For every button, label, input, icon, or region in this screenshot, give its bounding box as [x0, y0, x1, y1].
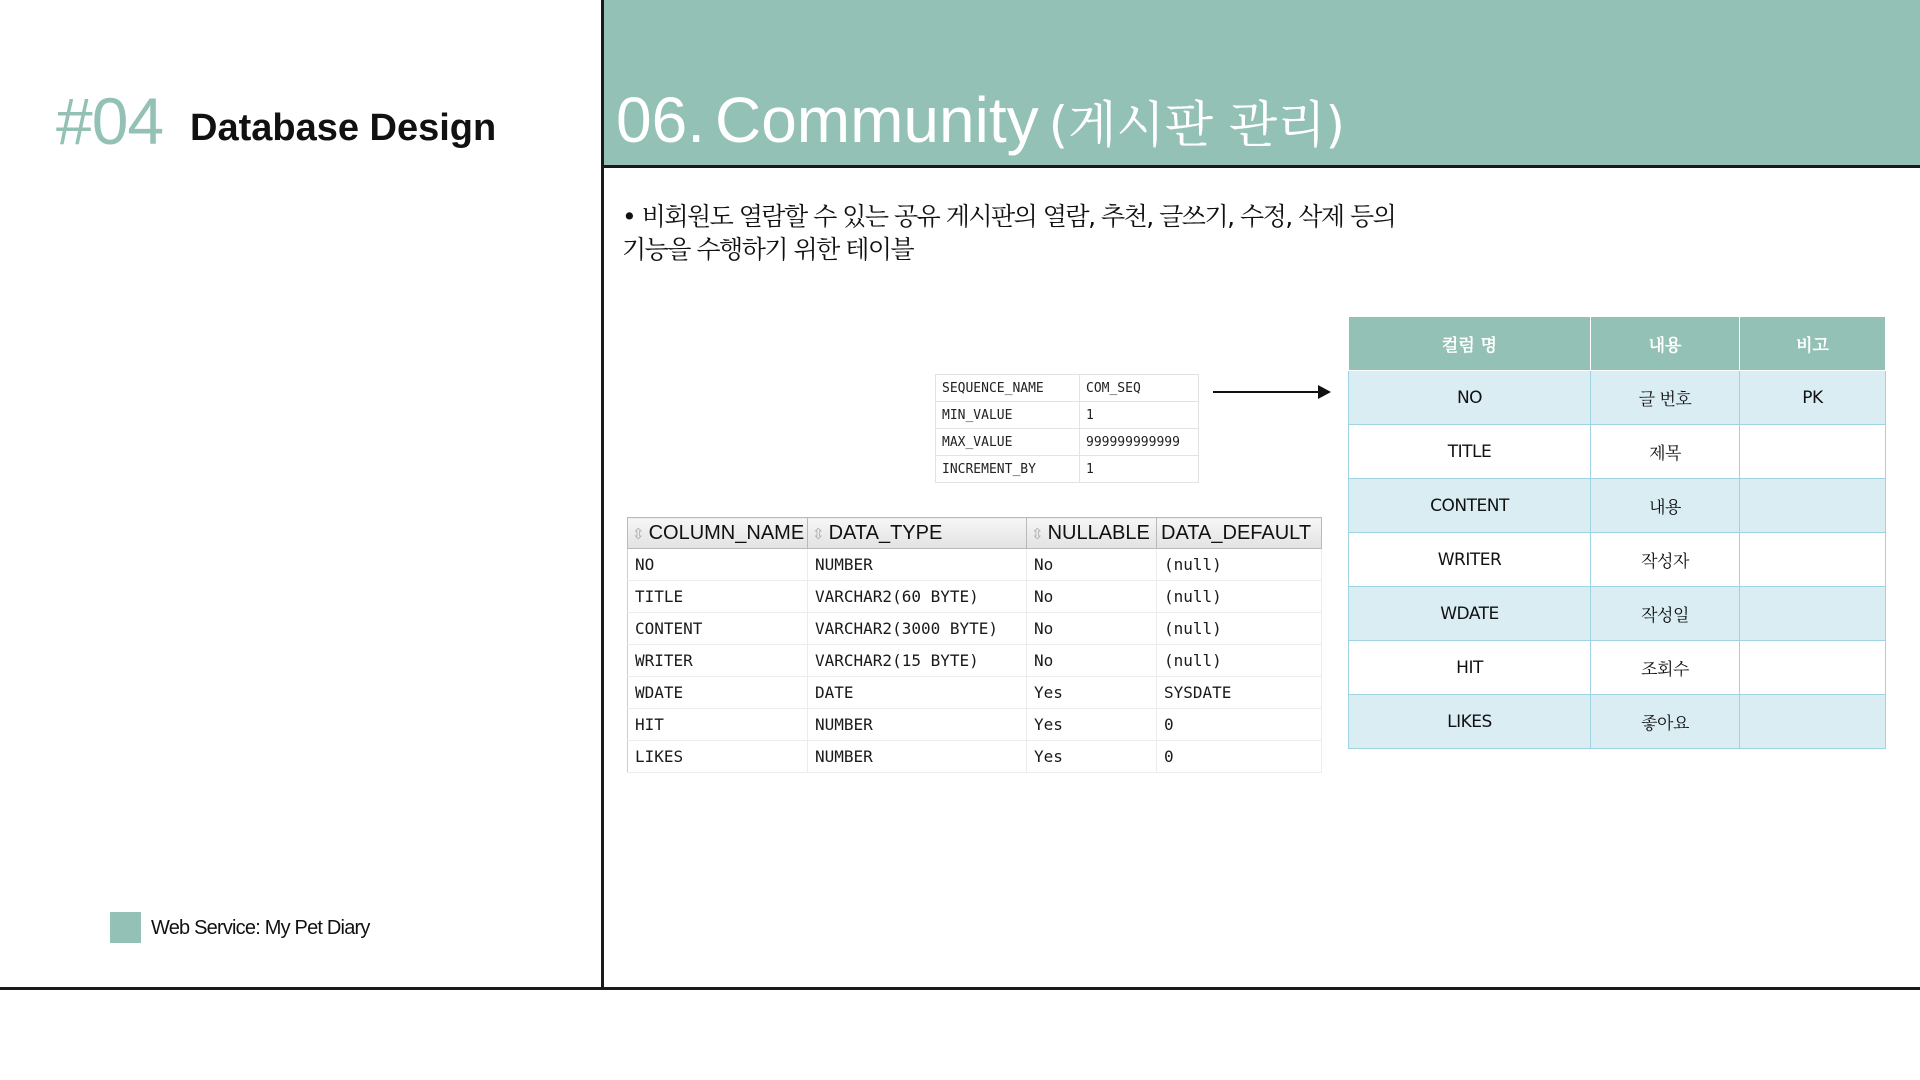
section-number: #04: [56, 84, 164, 158]
column-header[interactable]: [1157, 518, 1322, 549]
summary-cell: 글 번호: [1591, 371, 1740, 425]
summary-cell: 제목: [1591, 425, 1740, 479]
sequence-value: 999999999999: [1080, 429, 1199, 456]
table-cell: 0: [1157, 709, 1322, 741]
table-cell: (null): [1157, 581, 1322, 613]
sort-arrows-icon[interactable]: ⇳: [632, 525, 645, 543]
description-line1: • 비회원도 열람할 수 있는 공유 게시판의 열람, 추천, 글쓰기, 수정, 삭제 등의: [622, 202, 1396, 231]
table-cell: CONTENT: [628, 613, 808, 645]
table-cell: Yes: [1027, 677, 1157, 709]
summary-cell: LIKES: [1349, 695, 1591, 749]
table-cell: DATE: [808, 677, 1027, 709]
summary-cell: [1740, 695, 1886, 749]
table-cell: VARCHAR2(15 BYTE): [808, 645, 1027, 677]
sequence-key: MAX_VALUE: [936, 429, 1080, 456]
header-band: [604, 0, 1920, 168]
summary-table: [1348, 316, 1886, 749]
summary-header: 내용: [1591, 317, 1740, 371]
column-header[interactable]: [808, 518, 1027, 549]
table-row[interactable]: [628, 741, 1322, 773]
summary-header: 컬럼 명: [1349, 317, 1591, 371]
column-header-label: NULLABLE: [1047, 521, 1150, 544]
sequence-key: SEQUENCE_NAME: [936, 375, 1080, 402]
summary-row: [1349, 479, 1886, 533]
summary-row: [1349, 695, 1886, 749]
sequence-key: MIN_VALUE: [936, 402, 1080, 429]
column-header-label: COLUMN_NAME: [648, 521, 805, 544]
sequence-row: [936, 429, 1199, 456]
summary-cell: HIT: [1349, 641, 1591, 695]
table-cell: No: [1027, 549, 1157, 581]
left-panel: [0, 0, 603, 989]
summary-cell: [1740, 587, 1886, 641]
summary-cell: [1740, 641, 1886, 695]
summary-row: [1349, 533, 1886, 587]
table-row[interactable]: [628, 709, 1322, 741]
table-row[interactable]: [628, 549, 1322, 581]
sequence-row: [936, 375, 1199, 402]
right-arrow-head-icon: [1318, 385, 1331, 399]
table-cell: NUMBER: [808, 741, 1027, 773]
table-row[interactable]: [628, 677, 1322, 709]
sequence-row: [936, 456, 1199, 483]
section-title: Database Design: [190, 107, 497, 149]
column-header[interactable]: [628, 518, 808, 549]
summary-cell: 내용: [1591, 479, 1740, 533]
table-row[interactable]: [628, 613, 1322, 645]
table-cell: HIT: [628, 709, 808, 741]
table-cell: NO: [628, 549, 808, 581]
page-title-number: 06.: [616, 84, 705, 156]
footer-square-icon: [110, 912, 141, 943]
table-cell: (null): [1157, 613, 1322, 645]
sequence-key: INCREMENT_BY: [936, 456, 1080, 483]
table-row[interactable]: [628, 645, 1322, 677]
summary-row: [1349, 425, 1886, 479]
summary-cell: 좋아요: [1591, 695, 1740, 749]
right-arrow-icon: [1213, 391, 1325, 393]
table-row[interactable]: [628, 581, 1322, 613]
table-cell: No: [1027, 581, 1157, 613]
summary-cell: WRITER: [1349, 533, 1591, 587]
page-title-name: Community: [714, 84, 1039, 156]
summary-row: [1349, 641, 1886, 695]
summary-cell: [1740, 533, 1886, 587]
summary-row: [1349, 371, 1886, 425]
sequence-value: COM_SEQ: [1080, 375, 1199, 402]
table-cell: Yes: [1027, 709, 1157, 741]
table-cell: No: [1027, 645, 1157, 677]
sequence-value: 1: [1080, 402, 1199, 429]
page-title: [616, 84, 1346, 156]
sort-arrows-icon[interactable]: ⇳: [1031, 525, 1044, 543]
description: [622, 200, 1395, 266]
table-cell: (null): [1157, 645, 1322, 677]
sequence-table: [935, 374, 1199, 483]
table-cell: VARCHAR2(60 BYTE): [808, 581, 1027, 613]
sort-arrows-icon[interactable]: ⇳: [812, 525, 825, 543]
summary-cell: NO: [1349, 371, 1591, 425]
table-cell: TITLE: [628, 581, 808, 613]
summary-row: [1349, 587, 1886, 641]
table-cell: (null): [1157, 549, 1322, 581]
table-cell: 0: [1157, 741, 1322, 773]
table-cell: Yes: [1027, 741, 1157, 773]
column-header-label: DATA_DEFAULT: [1161, 521, 1312, 544]
column-header-label: DATA_TYPE: [828, 521, 943, 544]
table-cell: WRITER: [628, 645, 808, 677]
summary-cell: WDATE: [1349, 587, 1591, 641]
summary-cell: CONTENT: [1349, 479, 1591, 533]
footer-text: Web Service: My Pet Diary: [151, 917, 370, 939]
summary-cell: [1740, 479, 1886, 533]
table-cell: WDATE: [628, 677, 808, 709]
description-line2: 기능을 수행하기 위한 테이블: [622, 235, 914, 264]
page-title-subtitle: (게시판 관리): [1048, 96, 1346, 154]
sequence-row: [936, 402, 1199, 429]
sequence-value: 1: [1080, 456, 1199, 483]
summary-header: 비고: [1740, 317, 1886, 371]
table-cell: No: [1027, 613, 1157, 645]
summary-cell: PK: [1740, 371, 1886, 425]
column-header[interactable]: [1027, 518, 1157, 549]
summary-cell: 작성자: [1591, 533, 1740, 587]
column-info-table: [627, 517, 1322, 773]
summary-cell: [1740, 425, 1886, 479]
summary-cell: 작성일: [1591, 587, 1740, 641]
summary-cell: 조회수: [1591, 641, 1740, 695]
table-cell: SYSDATE: [1157, 677, 1322, 709]
summary-cell: TITLE: [1349, 425, 1591, 479]
table-cell: NUMBER: [808, 549, 1027, 581]
bottom-divider: [0, 987, 1920, 990]
table-cell: VARCHAR2(3000 BYTE): [808, 613, 1027, 645]
table-cell: NUMBER: [808, 709, 1027, 741]
table-cell: LIKES: [628, 741, 808, 773]
